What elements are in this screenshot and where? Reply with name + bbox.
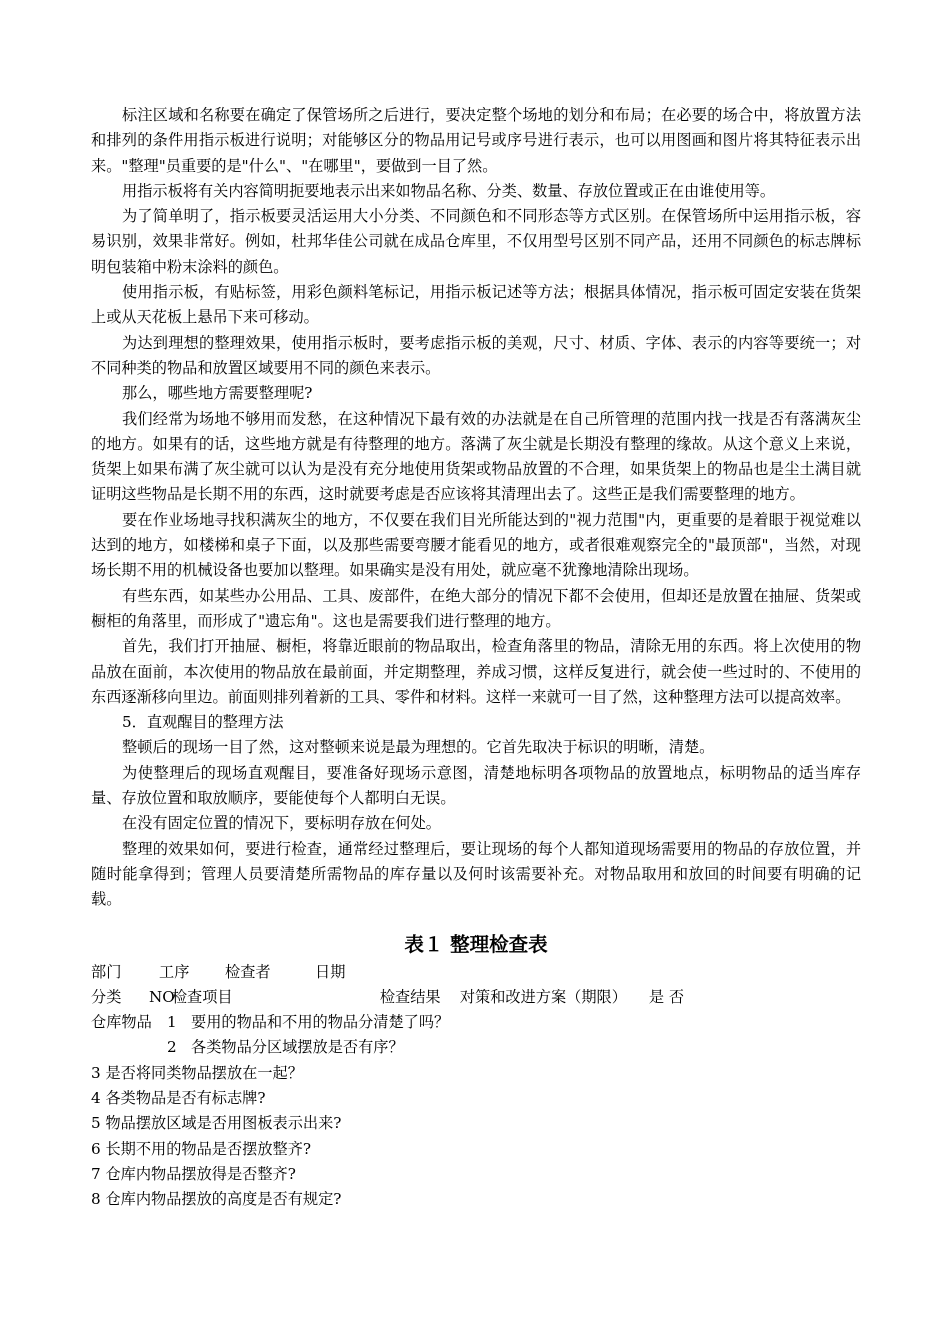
meta-department: 部门 [91, 962, 122, 981]
document-page [91, 103, 861, 1212]
header-yes: 是 [648, 987, 665, 1006]
section-heading: 5．直观醒目的整理方法 [122, 713, 284, 732]
row-category: 仓库物品 [91, 1013, 152, 1032]
body-paragraph: 那么，哪些地方需要整理呢? [122, 384, 313, 403]
header-no: NO [149, 987, 175, 1006]
body-paragraph: 为使整理后的现场直观醒目，要准备好现场示意图，清楚地标明各项物品的放置地点，标明物品的适当库存量、存放位置和取放顺序，要能使每个人都明白无误。 [91, 763, 861, 808]
body-paragraph: 使用指示板，有贴标签，用彩色颜料笔标记，用指示板记述等方法；根据具体情况，指示板可固定安装在货架上或从天花板上悬吊下来可移动。 [91, 283, 861, 327]
table-row: 7 仓库内物品摆放得是否整齐? [91, 1164, 296, 1183]
header-result: 检查结果 [379, 987, 441, 1006]
table-row [91, 1035, 861, 1060]
row-number: 1 [167, 1013, 177, 1032]
table-row: 6 长期不用的物品是否摆放整齐? [91, 1139, 312, 1158]
table-row: 3 是否将同类物品摆放在一起？ [91, 1063, 303, 1082]
body-paragraph: 整顿后的现场一目了然，这对整顿来说是最为理想的。它首先取决于标识的明晰，清楚。 [122, 738, 715, 757]
header-no-answer: 否 [668, 987, 685, 1006]
meta-process: 工序 [159, 962, 190, 981]
table-row: 8 仓库内物品摆放的高度是否有规定? [91, 1190, 342, 1209]
body-paragraph: 为了简单明了，指示板要灵活运用大小分类、不同颜色和不同形态等方式区别。在保管场所中运用指示板，容易识别，效果非常好。例如，杜邦华佳公司就在成品仓库里，不仅用型号区别不同产品，还用不同颜色的标志牌标明包装箱中粉末涂料的颜色。 [91, 207, 861, 276]
table-meta-row [91, 960, 861, 985]
row-number: 2 [167, 1038, 177, 1057]
body-paragraph: 要在作业场地寻找积满灰尘的地方，不仅要在我们目光所能达到的"视力范围"内，更重要的是着眼于视觉难以达到的地方，如楼梯和桌子下面，以及那些需要弯腰才能看见的地方，或者很难观察完全的"最顶部"，当然，对现场长期不用的机械设备也要加以整理。如果确实是没有用处，就应毫不犹豫地清除出现场。 [91, 510, 861, 580]
table-row: 4 各类物品是否有标志牌? [91, 1088, 266, 1107]
table-row: 5 物品摆放区域是否用图板表示出来? [91, 1114, 342, 1133]
body-paragraph: 为达到理想的整理效果，使用指示板时，要考虑指示板的美观，尺寸、材质、字体、表示的内容等要统一；对不同种类的物品和放置区域要用不同的颜色来表示。 [91, 333, 861, 377]
body-paragraph: 用指示板将有关内容简明扼要地表示出来如物品名称、分类、数量、存放位置或正在由谁使用等。 [122, 181, 776, 200]
body-paragraph: 标注区域和名称要在确定了保管场所之后进行，要决定整个场地的划分和布局；在必要的场合中，将放置方法和排列的条件用指示板进行说明；对能够区分的物品用记号或序号进行表示，也可以用图画和图片将其特征表示出来。"整理"员重要的是"什么"、"在哪里"，要做到一目了然。 [91, 106, 861, 175]
body-paragraph: 我们经常为场地不够用而发愁，在这种情况下最有效的办法就是在自己所管理的范围内找一找是否有落满灰尘的地方。如果有的话，这些地方就是有待整理的地方。落满了灰尘就是长期没有整理的缘故。从这个意义上来说，货架上如果布满了灰尘就可以认为是没有充分地使用货架或物品放置的不合理，如果货架上的物品也是尘土满目就证明这些物品是长期不用的东西，这时就要考虑是否应该将其清理出去了。这些正是我们需要整理的地方。 [91, 409, 861, 504]
row-text: 要用的物品和不用的物品分清楚了吗？ [191, 1013, 450, 1032]
header-countermeasure: 对策和改进方案（期限） [459, 987, 627, 1006]
header-check-item: 检查项目 [171, 987, 233, 1006]
body-paragraph: 有些东西，如某些办公用品、工具、废部件，在绝大部分的情况下都不会使用，但却还是放置在抽屉、货架或橱柜的角落里，而形成了"遗忘角"。这也是需要我们进行整理的地方。 [91, 586, 861, 630]
header-category: 分类 [91, 987, 122, 1006]
body-paragraph: 在没有固定位置的情况下，要标明存放在何处。 [122, 814, 441, 833]
row-text: 各类物品分区域摆放是否有序？ [191, 1038, 404, 1057]
body-paragraph: 整理的效果如何，要进行检查，通常经过整理后，要让现场的每个人都知道现场需要用的物品的存放位置，并随时能拿得到；管理人员要清楚所需物品的库存量以及何时该需要补充。对物品取用和放回的时间要有明确的记载。 [91, 839, 861, 909]
meta-date: 日期 [315, 962, 346, 981]
table-header-row [91, 985, 861, 1010]
table-title: 表１ 整理检查表 [404, 932, 548, 956]
meta-inspector: 检查者 [225, 962, 271, 981]
table-row [91, 1010, 861, 1035]
body-paragraph: 首先，我们打开抽屉、橱柜，将靠近眼前的物品取出，检查角落里的物品，清除无用的东西。将上次使用的物品放在面前，本次使用的物品放在最前面，并定期整理，养成习惯，这样反复进行，就会使一些过时的、不使用的东西逐渐移向里边。前面则排列着新的工具、零件和材料。这样一来就可一目了然，这种整理方法可以提高效率。 [91, 637, 861, 706]
